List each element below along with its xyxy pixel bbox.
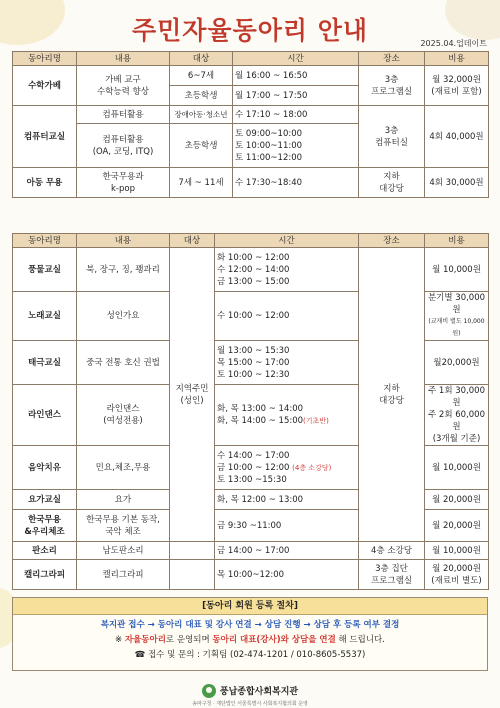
club-fee: 월 20,000원 (425, 490, 489, 510)
registration-notice (12, 597, 488, 671)
header-fee: 비용 (425, 52, 489, 66)
org-name: 풍납종합사회복지관 (219, 687, 299, 697)
header-name: 동아리명 (13, 234, 77, 248)
club-target: 초등학생 (170, 124, 233, 168)
club-name: 풍물교실 (13, 248, 77, 292)
club-place: 3층 프로그램실 (359, 66, 425, 106)
club-time: 토 09:00~10:00 토 10:00~11:00 토 11:00~12:00 (233, 124, 359, 168)
table-row (13, 560, 489, 590)
club-place: 지하 대강당 (359, 168, 425, 198)
header-time: 시간 (215, 234, 359, 248)
header-content: 내용 (77, 234, 170, 248)
time-note: (기초반) (303, 417, 329, 425)
club-fee: 월 10,000원 (425, 248, 489, 292)
club-content: 캘리그라피 (77, 560, 170, 590)
notice-operation (13, 633, 487, 648)
welfare-center-logo-icon (202, 684, 216, 698)
time-text: 화, 목 14:00 ~ 15:00 (217, 416, 304, 426)
club-name: 음악치유 (13, 446, 77, 490)
club-target: 초등학생 (170, 86, 233, 106)
notice-highlight: 자율동아리 (124, 635, 166, 645)
table-row (13, 542, 489, 560)
club-time: 월 16:00 ~ 16:50 (233, 66, 359, 86)
club-time: 목 10:00~12:00 (215, 560, 359, 590)
time-line: 토 13:00 ~15:30 (217, 474, 287, 485)
club-place: 4층 소강당 (359, 542, 425, 560)
club-fee: 월 10,000원 (425, 446, 489, 490)
club-name: 컴퓨터교실 (13, 106, 77, 168)
table-row (13, 106, 489, 124)
header-fee: 비용 (425, 234, 489, 248)
notice-highlight: 동아리 대표(강사)와 상담을 연결 (212, 635, 336, 645)
club-content: 북, 장구, 징, 꽹과리 (77, 248, 170, 292)
table-row (13, 168, 489, 198)
club-target: 장애아동·청소년 (170, 106, 233, 124)
club-name: 판소리 (13, 542, 77, 560)
club-place: 3층 컴퓨터실 (359, 106, 425, 168)
club-target-all: 지역주민 (성인) (170, 248, 215, 542)
club-target (170, 542, 215, 560)
club-content: 중국 전통 호신 권법 (77, 341, 170, 385)
club-target: 7세 ~ 11세 (170, 168, 233, 198)
notice-text: 로 운영되며 (165, 635, 213, 645)
club-fee: 월 32,000원 (재료비 포함) (425, 66, 489, 106)
table-header-row (13, 234, 489, 248)
fee-note: (교재비 별도 10,000원) (428, 318, 485, 337)
club-fee: 월 20,000원 (재료비 별도) (425, 560, 489, 590)
club-time: 화 10:00 ~ 12:00 수 12:00 ~ 14:00 금 13:00 ~ 15:00 (215, 248, 359, 292)
club-content: 요가 (77, 490, 170, 510)
header-time: 시간 (233, 52, 359, 66)
fee-main: 분기별 30,000원 (427, 293, 486, 315)
club-time (215, 446, 359, 490)
club-time: 금 14:00 ~ 17:00 (215, 542, 359, 560)
time-note: (4층 소강당) (292, 463, 332, 472)
club-name: 한국무용 &우리체조 (13, 510, 77, 542)
club-time: 화, 목 12:00 ~ 13:00 (215, 490, 359, 510)
page-title: 주민자율동아리 안내 (131, 16, 369, 45)
header-target: 대상 (170, 234, 215, 248)
notice-text: 해 드립니다. (335, 635, 385, 645)
club-time (215, 385, 359, 446)
notice-title: [동아리 회원 등록 절차] (13, 598, 487, 615)
club-table-adults (12, 233, 489, 590)
club-name: 캘리그라피 (13, 560, 77, 590)
club-target (170, 560, 215, 590)
club-name: 태극교실 (13, 341, 77, 385)
club-table-children (12, 51, 489, 198)
club-name: 라인댄스 (13, 385, 77, 446)
table-header-row (13, 52, 489, 66)
club-target: 6~7세 (170, 66, 233, 86)
club-content: 한국무용과 k-pop (77, 168, 170, 198)
club-content: 가베 교구 수학능력 향상 (77, 66, 170, 106)
club-content: 라인댄스 (여성전용) (77, 385, 170, 446)
club-place-group: 지하 대강당 (359, 248, 425, 542)
notice-mark: ※ (115, 635, 125, 645)
club-fee (425, 292, 489, 341)
club-place: 3층 집단 프로그램실 (359, 560, 425, 590)
club-name: 노래교실 (13, 292, 77, 341)
club-content: 민요,체조,무용 (77, 446, 170, 490)
footer (0, 680, 500, 707)
club-content: 한국무용 기본 동작, 국악 체조 (77, 510, 170, 542)
club-name: 수학가베 (13, 66, 77, 106)
club-time: 수 17:10 ~ 18:00 (233, 106, 359, 124)
time-line: 수 14:00 ~ 17:00 (217, 450, 290, 461)
club-name: 아동 무용 (13, 168, 77, 198)
header-target: 대상 (170, 52, 233, 66)
club-time: 금 9:30 ~11:00 (215, 510, 359, 542)
header-name: 동아리명 (13, 52, 77, 66)
notice-contact: ☎ 접수 및 문의 : 기획팀 (02-474-1201 / 010-8605-5537) (134, 650, 366, 660)
club-fee: 월 10,000원 (425, 542, 489, 560)
club-content: 남도판소리 (77, 542, 170, 560)
table-row (13, 248, 489, 292)
club-name: 요가교실 (13, 490, 77, 510)
club-content: 성인가요 (77, 292, 170, 341)
time-line (217, 462, 356, 474)
time-line: 화, 목 13:00 ~ 14:00 (217, 404, 304, 414)
header-content: 내용 (77, 52, 170, 66)
club-fee: 월20,000원 (425, 341, 489, 385)
table-row (13, 66, 489, 86)
notice-process: 복지관 접수 → 동아리 대표 및 강사 연결 → 상담 진행 → 상담 후 등록 여부 결정 (100, 620, 400, 630)
club-fee: 월 20,000원 (425, 510, 489, 542)
club-time: 월 13:00 ~ 15:30 목 15:00 ~ 17:00 토 10:00 ~ 12:30 (215, 341, 359, 385)
header-place: 장소 (359, 52, 425, 66)
club-fee: 4회 30,000원 (425, 168, 489, 198)
time-line (217, 415, 356, 427)
club-time: 월 17:00 ~ 17:50 (233, 86, 359, 106)
club-fee: 주 1회 30,000원 주 2회 60,000원 (3개월 기준) (425, 385, 489, 446)
org-sub: 송파구청 · 재단법인 서울특별시 사회복지협의회 운영 (192, 701, 308, 707)
club-time: 수 10:00 ~ 12:00 (215, 292, 359, 341)
header-place: 장소 (359, 234, 425, 248)
club-content: 컴퓨터활용 (77, 106, 170, 124)
club-time: 수 17:30~18:40 (233, 168, 359, 198)
update-date: 2025.04.업데이트 (420, 39, 487, 48)
club-fee: 4회 40,000원 (425, 106, 489, 168)
club-content: 컴퓨터활용 (OA, 코딩, ITQ) (77, 124, 170, 168)
time-text: 금 10:00 ~ 12:00 (217, 462, 290, 473)
